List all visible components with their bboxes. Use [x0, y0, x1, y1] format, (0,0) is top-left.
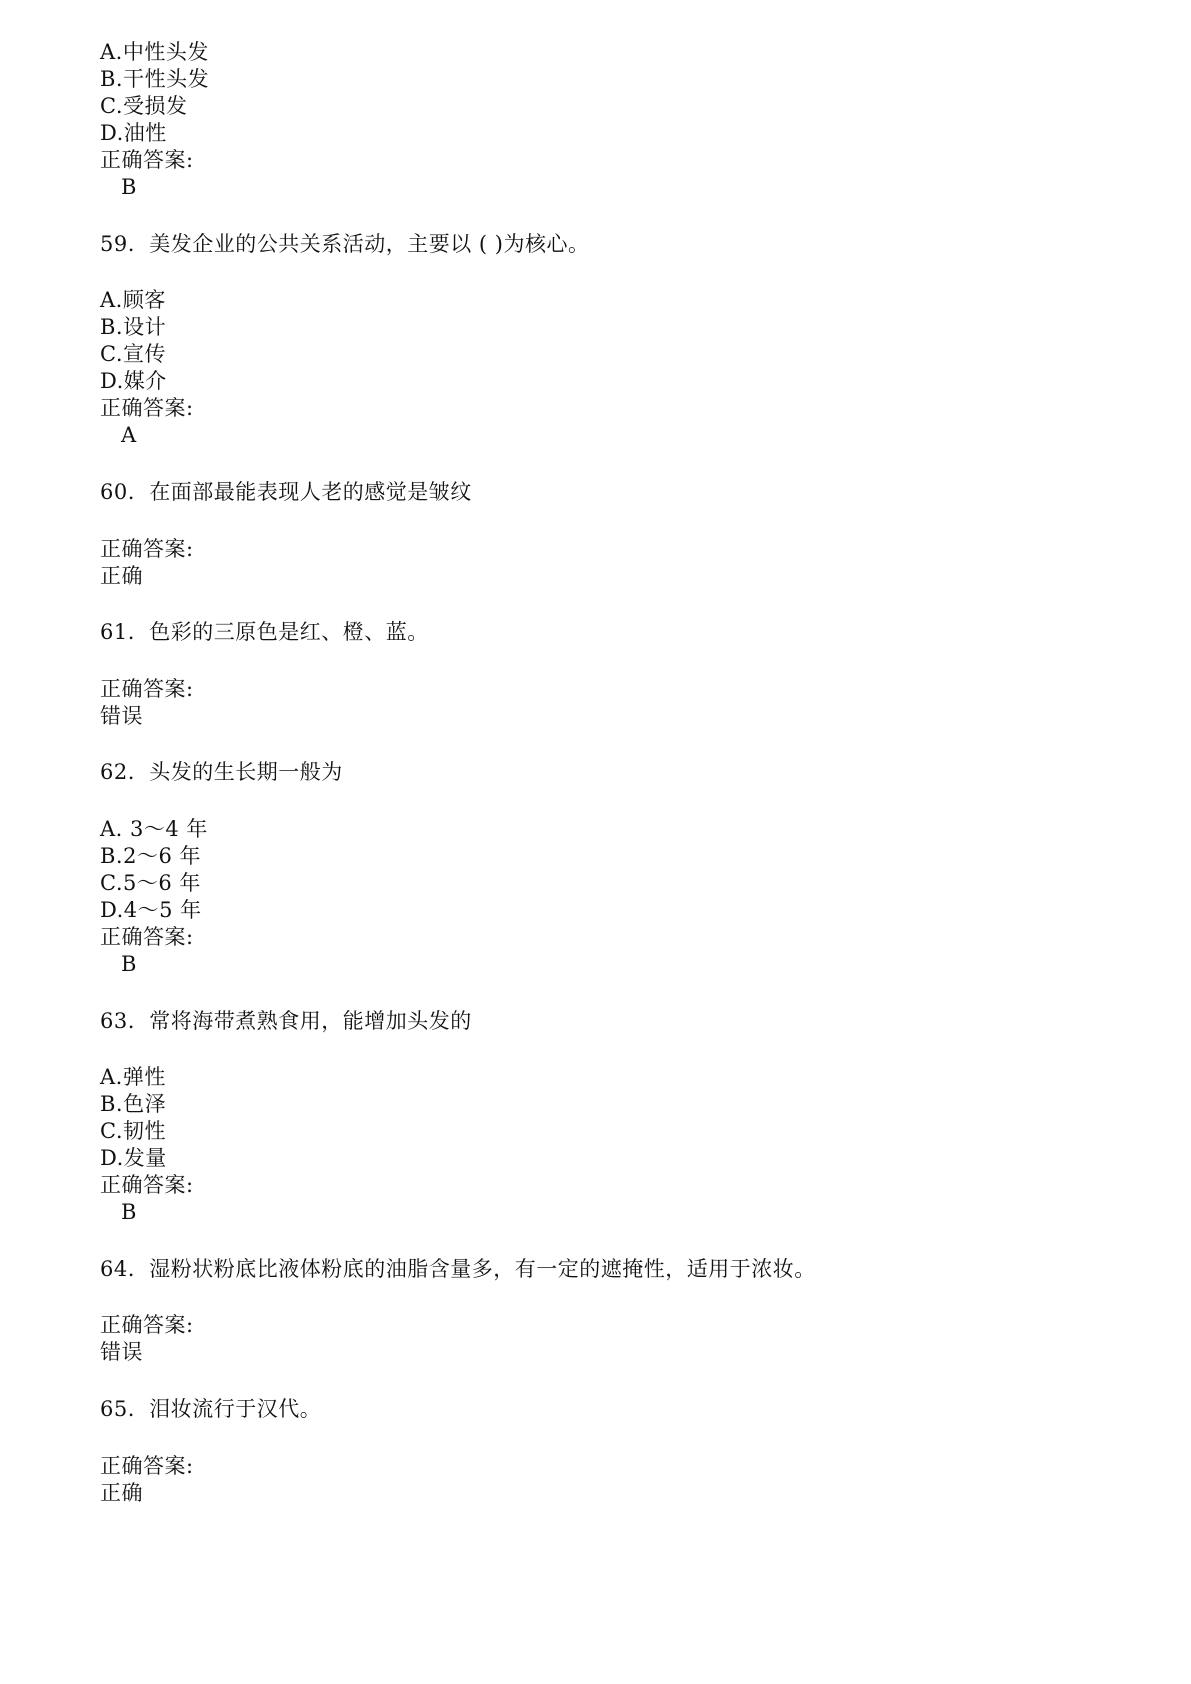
q62-answer-label: 正确答案: [100, 925, 194, 949]
q61-answer-label: 正确答案: [100, 677, 194, 701]
q58-answer-label: 正确答案: [100, 148, 194, 172]
q64-question: 64. 湿粉状粉底比液体粉底的油脂含量多，有一定的遮掩性，适用于浓妆。 [100, 1257, 816, 1281]
q64-answer: 错误 [100, 1340, 143, 1364]
q59-answer-label: 正确答案: [100, 396, 194, 420]
q62-answer: B [121, 952, 137, 976]
q63-option-a: A.弹性 [100, 1065, 166, 1089]
q58-option-c: C.受损发 [100, 94, 188, 118]
q59-question: 59. 美发企业的公共关系活动，主要以 ( )为核心。 [100, 232, 590, 256]
q62-option-a: A. 3～4 年 [100, 817, 208, 841]
q65-question: 65. 泪妆流行于汉代。 [100, 1397, 322, 1421]
q63-option-b: B.色泽 [100, 1092, 167, 1116]
q63-option-c: C.韧性 [100, 1119, 166, 1143]
q62-option-c: C.5～6 年 [100, 871, 201, 895]
q58-option-d: D.油性 [100, 121, 167, 145]
q65-answer-label: 正确答案: [100, 1454, 194, 1478]
q65-answer: 正确 [100, 1481, 143, 1505]
q60-answer-label: 正确答案: [100, 537, 194, 561]
q58-answer: B [121, 175, 137, 199]
q63-option-d: D.发量 [100, 1146, 167, 1170]
q59-answer: A [121, 423, 137, 447]
q58-option-b: B.干性头发 [100, 67, 210, 91]
q63-answer: B [121, 1200, 137, 1224]
q63-answer-label: 正确答案: [100, 1173, 194, 1197]
q64-answer-label: 正确答案: [100, 1313, 194, 1337]
q62-question: 62. 头发的生长期一般为 [100, 760, 343, 784]
q62-option-b: B.2～6 年 [100, 844, 202, 868]
q61-answer: 错误 [100, 704, 143, 728]
q59-option-d: D.媒介 [100, 369, 167, 393]
q59-option-a: A.顾客 [100, 288, 166, 312]
q63-question: 63. 常将海带煮熟食用，能增加头发的 [100, 1009, 472, 1033]
q60-question: 60. 在面部最能表现人老的感觉是皱纹 [100, 480, 472, 504]
q62-option-d: D.4～5 年 [100, 898, 202, 922]
q59-option-c: C.宣传 [100, 342, 166, 366]
q60-answer: 正确 [100, 564, 143, 588]
q58-option-a: A.中性头发 [100, 40, 209, 64]
q61-question: 61. 色彩的三原色是红、橙、蓝。 [100, 620, 429, 644]
q59-option-b: B.设计 [100, 315, 167, 339]
